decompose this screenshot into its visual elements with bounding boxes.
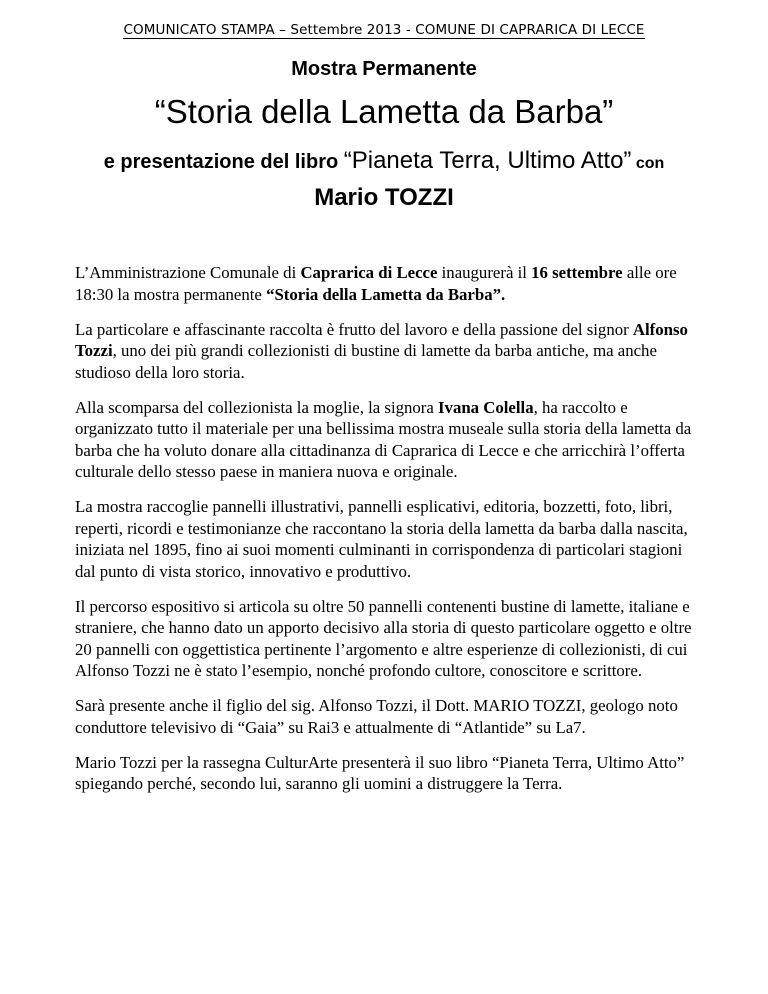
- p1-text-1: L’Amministrazione Comunale di: [75, 263, 301, 282]
- exhibition-title: “Storia della Lametta da Barba”: [154, 93, 614, 130]
- p1-bold-place: Caprarica di Lecce: [300, 263, 438, 282]
- p1-text-3: alle ore 18:30 la mostra permanente: [75, 263, 677, 304]
- p3-text-2: , ha raccolto e organizzato tutto il materiale per una bellissima mostra museale sulla storia della lametta da barba che ha voluto donare alla cittadinanza di Caprarica di Lecce e che arricchirà l’offerta culturale dello stesso paese in maniera nuova e originale.: [75, 397, 692, 481]
- p1-bold-date: 16 settembre: [531, 263, 623, 282]
- p2-bold-name: Alfonso Tozzi: [75, 319, 688, 360]
- book-presentation-subtitle: [90, 144, 678, 216]
- subtitle-part-1: e presentazione del libro: [103, 151, 344, 173]
- subtitle-part-3: con: [631, 155, 665, 172]
- document-header: [0, 22, 768, 38]
- p3-text-1: Alla scomparsa del collezionista la moglie, la signora: [75, 397, 439, 417]
- paragraph-7: Mario Tozzi per la rassegna CulturArte presenterà il suo libro “Pianeta Terra, Ultimo Atto” spiegando perché, secondo lui, saranno gli uomini a distruggere la Terra.: [75, 752, 685, 793]
- exhibition-label: Mostra Permanente: [291, 58, 477, 80]
- author-name: Mario TOZZI: [314, 184, 454, 211]
- paragraph-5: Il percorso espositivo si articola su oltre 50 pannelli contenenti bustine di lamette, italiane e straniere, che hanno dato un apporto decisivo alla storia di questo particolare oggetto e oltre 20 pannelli con oggettistica pertinente l’argomento e altre esperienze di collezionisti, di cui Alfonso Tozzi ne è stato l’esempio, nonché profondo cultore, conoscitore e scrittore.: [75, 596, 692, 680]
- paragraph-3: [75, 397, 705, 483]
- paragraph-6: Sarà presente anche il figlio del sig. Alfonso Tozzi, il Dott. MARIO TOZZI, geologo noto conduttore televisivo di “Gaia” su Rai3 e attualmente di “Atlantide” su La7.: [75, 696, 678, 737]
- paragraph-4: La mostra raccoglie pannelli illustrativi, pannelli esplicativi, editoria, bozzetti, foto, libri, reperti, ricordi e testimonianze che raccontano la storia della lametta da barba dalla nascita, iniziata nel 1895, fino ai suoi momenti culminanti in corrispondenza di particolari stagioni dal punto di vista storico, innovativo e produttivo.: [75, 497, 688, 581]
- press-release-body: [75, 262, 705, 808]
- p1-bold-title: “Storia della Lametta da Barba”.: [266, 284, 506, 304]
- header-text: COMUNICATO STAMPA – Settembre 2013 - COMUNE DI CAPRARICA DI LECCE: [123, 22, 645, 38]
- p1-text-2: inaugurerà il: [437, 263, 532, 282]
- p2-text-2: , uno dei più grandi collezionisti di bustine di lamette da barba antiche, ma anche studioso della loro storia.: [75, 341, 657, 382]
- paragraph-1: [75, 262, 705, 305]
- book-title: “Pianeta Terra, Ultimo Atto”: [343, 147, 632, 174]
- paragraph-2: [75, 319, 705, 384]
- p2-text-1: La particolare e affascinante raccolta è frutto del lavoro e della passione del signor: [75, 319, 633, 339]
- p3-bold-name: Ivana Colella: [438, 397, 534, 417]
